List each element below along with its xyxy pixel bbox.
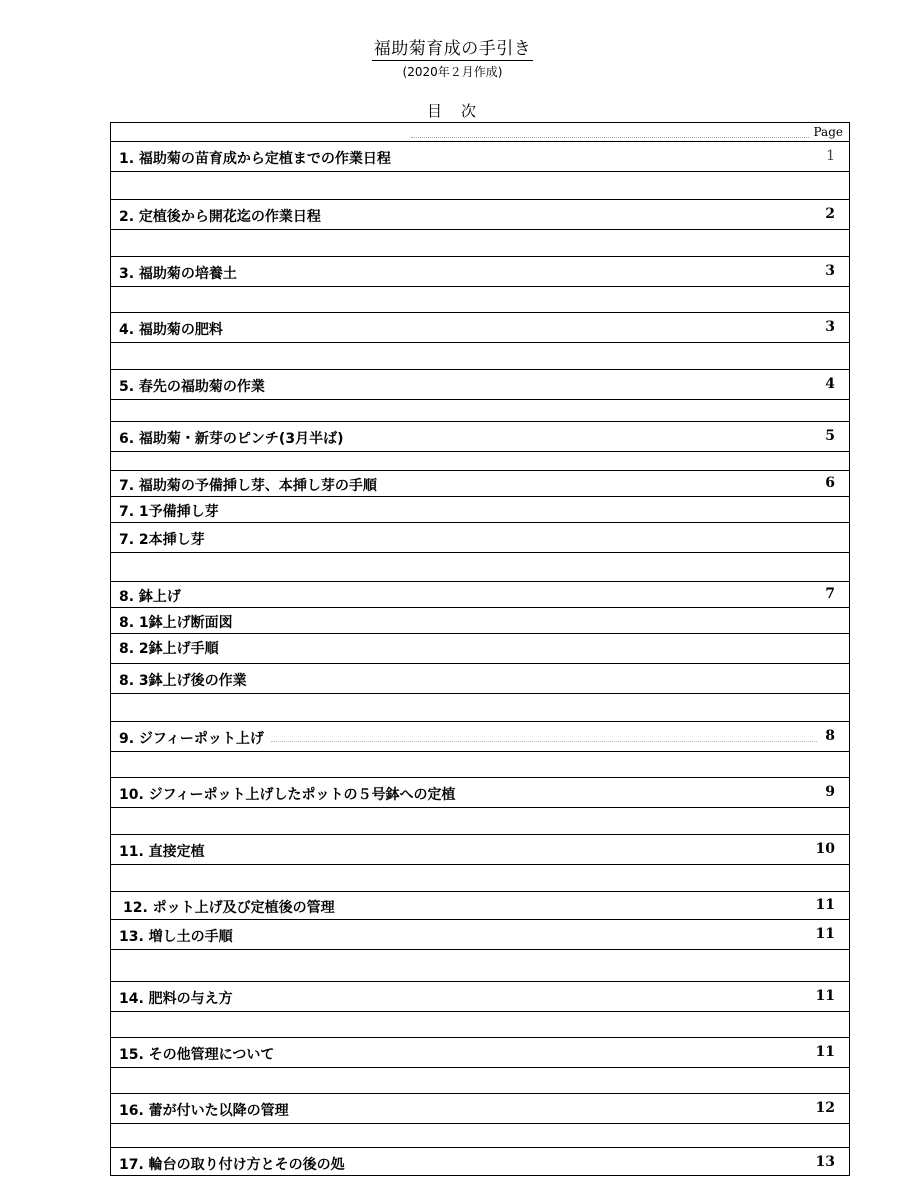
document-title: 福助菊育成の手引き <box>372 34 534 61</box>
toc-entry[interactable] <box>111 522 849 553</box>
toc-entry-label: 1. 福助菊の苗育成から定植までの作業日程 <box>119 151 391 167</box>
toc-entry-label: 2. 定植後から開花迄の作業日程 <box>119 209 321 225</box>
toc-entry[interactable] <box>111 891 849 920</box>
toc-entry-page-number: 9 <box>825 784 835 800</box>
toc-entry[interactable] <box>111 919 849 950</box>
toc-heading: 目 次 <box>426 102 478 120</box>
toc-entry-label: 8. 鉢上げ <box>119 589 181 605</box>
document-title-block <box>0 34 905 80</box>
toc-entry-page-number: 2 <box>825 206 835 222</box>
toc-entry[interactable] <box>111 369 849 400</box>
toc-entry-label: 4. 福助菊の肥料 <box>119 322 223 338</box>
toc-entry-page-number: 10 <box>815 841 835 857</box>
toc-entry[interactable] <box>111 312 849 343</box>
header-dotted-leader <box>411 137 809 138</box>
toc-entry-label: 15. その他管理について <box>119 1047 275 1063</box>
toc-entry-page-number: 11 <box>815 926 835 942</box>
toc-entry-label: 7. 2本挿し芽 <box>119 532 205 548</box>
toc-entry-page-number: 7 <box>825 586 835 602</box>
toc-entry-label: 8. 3鉢上げ後の作業 <box>119 673 247 689</box>
toc-entry-page-number: 3 <box>825 319 835 335</box>
toc-entry[interactable] <box>111 981 849 1012</box>
toc-entry[interactable] <box>111 581 849 608</box>
toc-entry-page-number: 1 <box>826 148 835 164</box>
toc-entry[interactable] <box>111 256 849 287</box>
dotted-leader <box>271 741 817 742</box>
toc-entry-label: 16. 蕾が付いた以降の管理 <box>119 1103 289 1119</box>
toc-entry-page-number: 5 <box>825 428 835 444</box>
toc-entry[interactable] <box>111 663 849 694</box>
toc-entry-label: 7. 福助菊の予備挿し芽、本挿し芽の手順 <box>119 478 377 494</box>
toc-entry-label: 10. ジフィーポット上げしたポットの５号鉢への定植 <box>119 787 456 803</box>
toc-entry-label: 6. 福助菊・新芽のピンチ(3月半ば) <box>119 431 344 447</box>
document-subtitle: (2020年２月作成) <box>402 65 503 79</box>
toc-entry-label: 9. ジフィーポット上げ <box>119 731 264 747</box>
toc-entry-page-number: 11 <box>815 988 835 1004</box>
toc-entry-label: 8. 2鉢上げ手順 <box>119 641 219 657</box>
page-column-label: Page <box>813 125 843 139</box>
toc-entry[interactable] <box>111 141 849 172</box>
toc-entry[interactable] <box>111 496 849 523</box>
toc-entry[interactable] <box>111 1147 849 1178</box>
toc-entry[interactable] <box>111 421 849 452</box>
toc-entry-label: 3. 福助菊の培養土 <box>119 266 237 282</box>
toc-entry[interactable] <box>111 470 849 497</box>
toc-entry-page-number: 3 <box>825 263 835 279</box>
toc-entry[interactable] <box>111 1093 849 1124</box>
toc-entry-page-number: 4 <box>825 376 835 392</box>
toc-entry-label: 11. 直接定植 <box>119 844 205 860</box>
toc-entry-label: 12. ポット上げ及び定植後の管理 <box>123 900 335 916</box>
toc-entry-page-number: 11 <box>815 897 835 913</box>
toc-entry[interactable] <box>111 633 849 660</box>
toc-entry-label: 13. 増し土の手順 <box>119 929 233 945</box>
toc-entry[interactable] <box>111 199 849 230</box>
toc-entry-page-number: 12 <box>815 1100 835 1116</box>
toc-entry-page-number: 13 <box>815 1154 835 1170</box>
toc-entry[interactable] <box>111 721 849 752</box>
toc-entry-page-number: 8 <box>825 728 835 744</box>
toc-entry[interactable] <box>111 777 849 808</box>
toc-entry-page-number: 11 <box>815 1044 835 1060</box>
toc-entry-page-number: 6 <box>825 475 835 491</box>
toc-entry[interactable] <box>111 607 849 634</box>
toc-entry-label: 17. 輪台の取り付け方とその後の処 <box>119 1157 345 1173</box>
toc-table <box>110 122 850 1176</box>
toc-entry[interactable] <box>111 834 849 865</box>
toc-entry[interactable] <box>111 1037 849 1068</box>
toc-entry-label: 5. 春先の福助菊の作業 <box>119 379 265 395</box>
toc-entry-label: 8. 1鉢上げ断面図 <box>119 615 233 631</box>
toc-entry-label: 7. 1予備挿し芽 <box>119 504 219 520</box>
toc-entry-label: 14. 肥料の与え方 <box>119 991 233 1007</box>
